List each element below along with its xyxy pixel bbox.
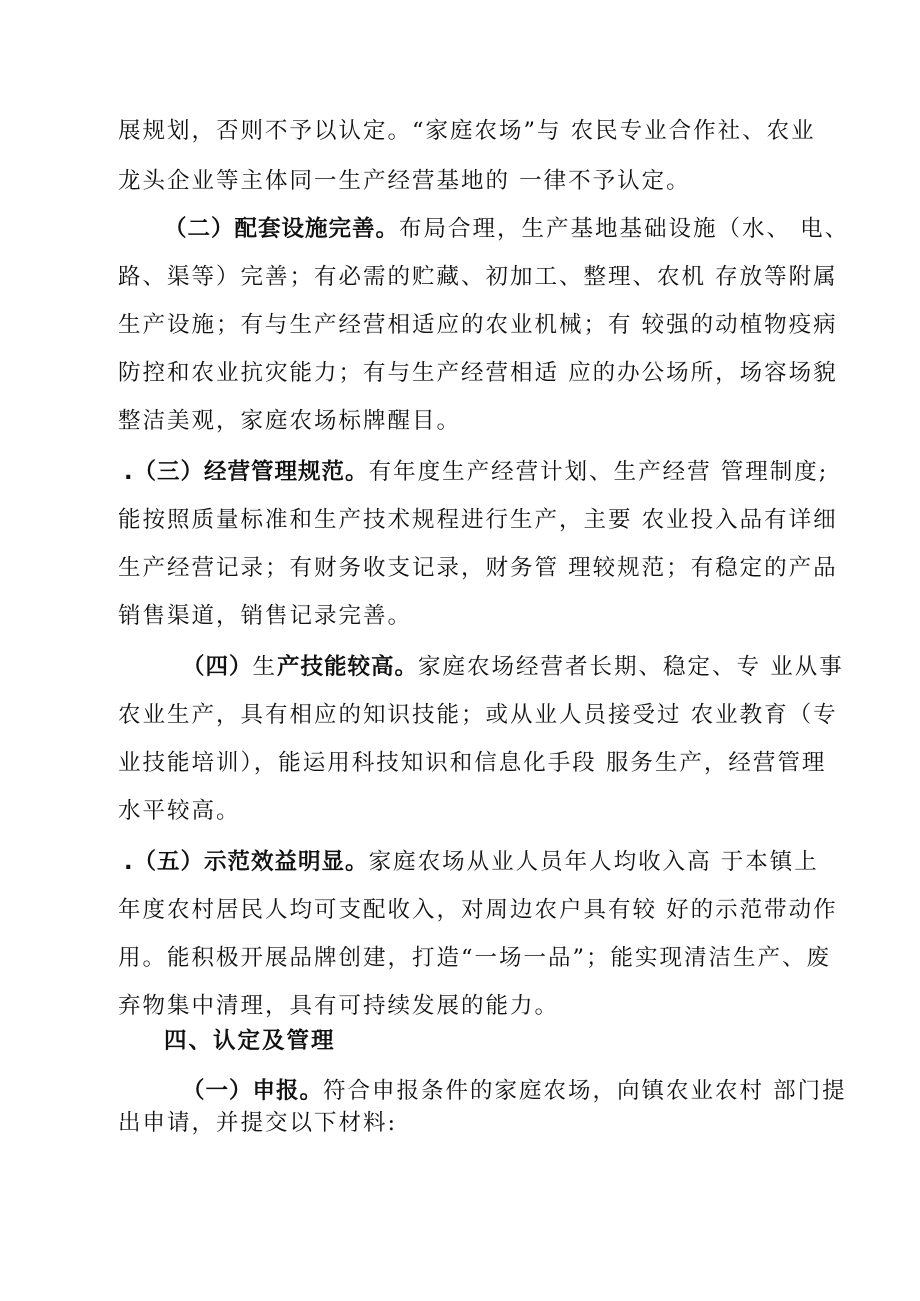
paragraph-text: 家庭农场经营者长期、稳定、专 业从事 [418,654,844,680]
paragraph-text: 有年度生产经营计划、生产经营 管理制度; [368,459,829,485]
paragraph-line: 水平较高。 [118,798,241,824]
paragraph-line: 龙头企业等主体同一生产经营基地的 一律不予认定。 [118,168,691,194]
paragraph-line [124,847,824,877]
paragraph-line [182,652,882,682]
paragraph-line: 农业生产，具有相应的知识技能；或从业人员接受过 农业教育（专 [118,702,838,728]
paragraph-line: 出申请，并提交以下材料: [118,1110,398,1136]
paragraph-line: 路、渠等）完善；有必需的贮藏、初加工、整理、农机 存放等附属 [118,264,838,290]
section-heading: 产技能较高。 [277,654,419,680]
paragraph-text: 家庭农场从业人员年人均收入高 于本镇上 [368,849,819,875]
paragraph-line: 弃物集中清理，具有可持续发展的能力。 [118,993,560,1019]
paragraph-line: 生产设施；有与生产经营相适应的农业机械；有 较强的动植物疫病 [118,312,838,338]
section-heading: （一）申报。 [182,1078,324,1104]
section-heading: .（三）经营管理规范。 [124,459,369,485]
section-title: 四、认定及管理 [164,1028,336,1054]
paragraph-line: 生产经营记录；有财务收支记录，财务管 理较规范；有稳定的产品 [118,555,838,581]
paragraph-line [164,214,864,244]
section-heading: （二）配套设施完善。 [164,216,400,242]
paragraph-line: 整洁美观，家庭农场标牌醒目。 [118,408,462,434]
paragraph-line: 防控和农业抗灾能力；有与生产经营相适 应的办公场所，场容场貌 [118,360,838,386]
paragraph-text: 生 [252,654,278,680]
paragraph-line [182,1076,882,1106]
paragraph-text: 符合申报条件的家庭农场，向镇农业农村 部门提 [323,1078,847,1104]
paragraph-line: 年度农村居民人均可支配收入，对周边农户具有较 好的示范带动作 [118,897,838,923]
paragraph-line [124,457,829,487]
paragraph-line: 展规划，否则不予以认定。“家庭农场”与 农民专业合作社、农业 [118,118,816,144]
section-heading: .（五）示范效益明显。 [124,849,369,875]
paragraph-line: 销售渠道，销售记录完善。 [118,603,413,629]
paragraph-line: 业技能培训），能运用科技知识和信息化手段 服务生产，经营管理 [118,750,827,776]
section-heading: （四） [182,654,253,680]
paragraph-text: 布局合理，生产基地基础设施（水、 电、 [399,216,850,242]
paragraph-line: 能按照质量标准和生产技术规程进行生产，主要 农业投入品有详细 [118,507,838,533]
paragraph-line: 用。能积极开展品牌创建，打造“一场一品”；能实现清洁生产、废 [118,945,832,971]
